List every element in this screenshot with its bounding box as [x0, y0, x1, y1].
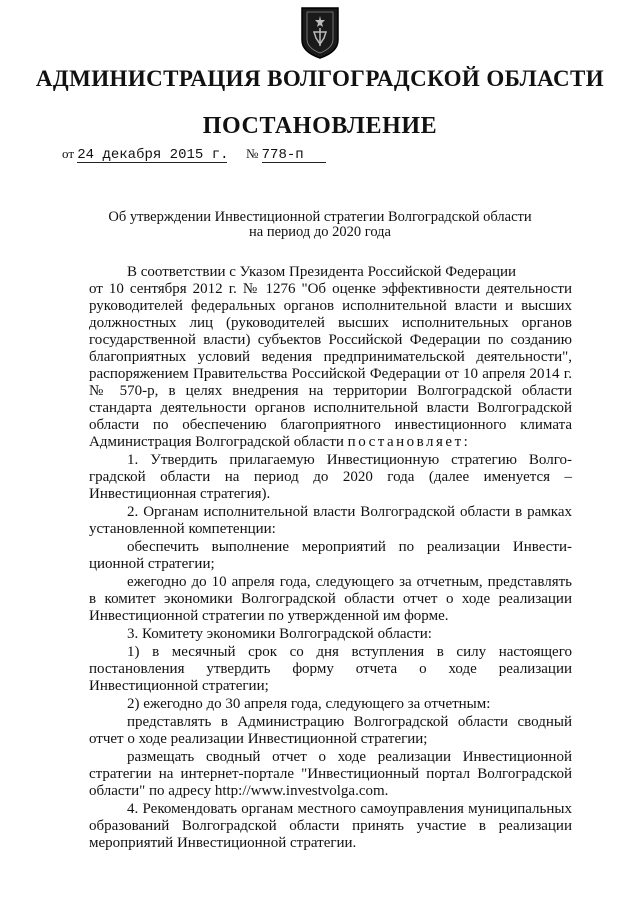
body-line: благоприятных условий ведения предпринимательской деятельности", [89, 349, 572, 365]
document-title [90, 210, 550, 240]
body-line: от 10 сентября 2012 г. № 1276 "Об оценке эффективности деятельности [89, 281, 572, 297]
number-value: 778-п [262, 148, 326, 163]
body-line: должностных лиц (руководителей высших исполнительных органов [89, 315, 572, 331]
decree-verb: постановляет: [347, 434, 471, 450]
body-line: Инвестиционной стратегии по утвержденной им форме. [89, 608, 449, 624]
coat-of-arms-icon [299, 6, 341, 60]
body-line: в комитет экономики Волгоградской области отчет о ходе реализации [89, 591, 572, 607]
title-line: Об утверждении Инвестиционной стратегии Волгоградской области [108, 209, 532, 225]
date-value: 24 декабря 2015 г. [77, 147, 229, 163]
body-line: области по обеспечению благоприятного инвестиционного климата [89, 417, 572, 433]
body-line: 1) в месячный срок со дня вступления в силу настоящего [127, 644, 572, 660]
document-number [246, 146, 326, 163]
body-line: стандарта деятельности органов исполнительной власти Волгоградской [89, 400, 572, 416]
body-line: обеспечить выполнение мероприятий по реализации Инвести- [127, 539, 572, 555]
body-line: постановления утвердить форму отчета о ходе реализации [89, 661, 572, 677]
body-line [89, 434, 470, 451]
document-date [62, 146, 227, 163]
body-line: № 570-р, в целях внедрения на территории Волгоградской области [89, 383, 572, 399]
body-line: 3. Комитету экономики Волгоградской области: [127, 626, 432, 642]
body-line: Инвестиционной стратегии; [89, 678, 269, 694]
document-type-heading: ПОСТАНОВЛЕНИЕ [202, 113, 438, 139]
body-line: распоряжением Правительства Российской Федерации от 10 апреля 2014 г. [89, 366, 572, 382]
date-prefix: от [62, 146, 75, 161]
body-line: области" по адресу http://www.investvolga.com. [89, 783, 389, 799]
number-prefix: № [246, 146, 259, 161]
organization-heading: АДМИНИСТРАЦИЯ ВОЛГОГРАДСКОЙ ОБЛАСТИ [35, 66, 605, 91]
body-line: отчет о ходе реализации Инвестиционной стратегии; [89, 731, 428, 747]
body-line: 1. Утвердить прилагаемую Инвестиционную стратегию Волго- [127, 452, 572, 468]
body-line: мероприятий Инвестиционной стратегии. [89, 835, 357, 851]
body-line: руководителей федеральных органов исполнительной власти и высших [89, 298, 572, 314]
body-line: 4. Рекомендовать органам местного самоуправления муниципальных [127, 801, 572, 817]
body-line: 2) ежегодно до 30 апреля года, следующего за отчетным: [127, 696, 491, 712]
body-line: В соответствии с Указом Президента Российской Федерации [127, 264, 517, 280]
body-line: представлять в Администрацию Волгоградской области сводный [127, 714, 572, 730]
body-line: стратегии на интернет-портале "Инвестиционный портал Волгоградской [89, 766, 572, 782]
issuer: Администрация Волгоградской области [89, 434, 344, 450]
body-line: образований Волгоградской области принять участие в реализации [89, 818, 572, 834]
body-line: государственной власти) субъектов Российской Федерации по созданию [89, 332, 572, 348]
body-line: ционной стратегии; [89, 556, 215, 572]
body-line: ежегодно до 10 апреля года, следующего за отчетным, представлять [127, 574, 572, 590]
body-line: 2. Органам исполнительной власти Волгоградской области в рамках [127, 504, 572, 520]
body-line: градской области на период до 2020 года (далее именуется – [89, 469, 572, 485]
body-line: размещать сводный отчет о ходе реализации Инвестиционной [127, 749, 572, 765]
body-line: установленной компетенции: [89, 521, 276, 537]
title-line: на период до 2020 года [249, 224, 391, 240]
body-line: Инвестиционная стратегия). [89, 486, 271, 502]
